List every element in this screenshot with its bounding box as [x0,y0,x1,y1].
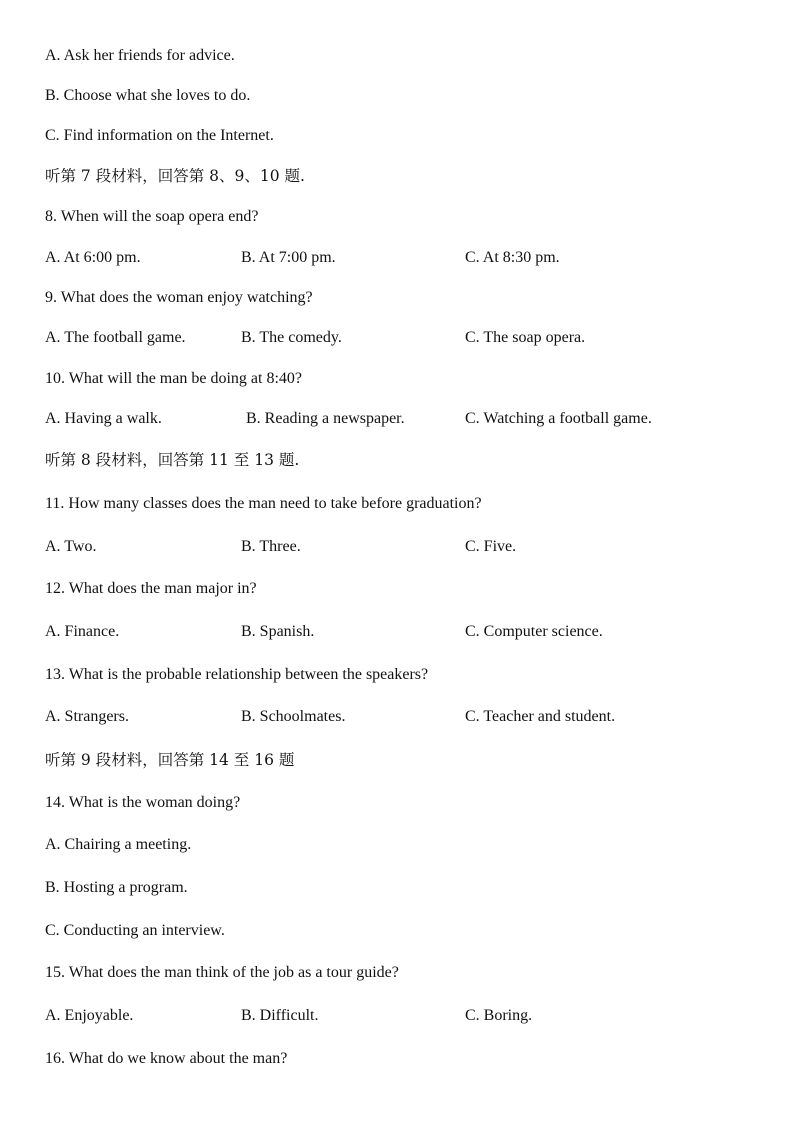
question-15: 15. What does the man think of the job as a tour guide? [45,964,399,981]
section-9-heading: 听第 9 段材料，回答第 14 至 16 题 [45,751,295,769]
question-13-option-a: A. Strangers. [45,708,129,725]
question-14-option-c: C. Conducting an interview. [45,922,225,939]
question-9-option-c: C. The soap opera. [465,329,586,346]
question-14-option-b: B. Hosting a program. [45,879,188,896]
question-11: 11. How many classes does the man need to take before graduation? [45,495,482,512]
question-13-option-b: B. Schoolmates. [241,708,346,725]
question-9-option-b: B. The comedy. [241,329,342,346]
question-15-option-c: C. Boring. [465,1007,533,1024]
question-14: 14. What is the woman doing? [45,794,241,811]
question-15-option-a: A. Enjoyable. [45,1007,134,1024]
question-10: 10. What will the man be doing at 8:40? [45,370,302,387]
question-10-option-c: C. Watching a football game. [465,410,652,427]
section-8-heading: 听第 8 段材料，回答第 11 至 13 题. [45,451,300,469]
question-10-option-a: A. Having a walk. [45,410,162,427]
question-15-option-b: B. Difficult. [241,1007,319,1024]
question-8-option-b: B. At 7:00 pm. [241,249,336,266]
question-7-option-b: B. Choose what she loves to do. [45,87,251,104]
question-9: 9. What does the woman enjoy watching? [45,289,313,306]
question-12-option-a: A. Finance. [45,623,120,640]
question-13: 13. What is the probable relationship between the speakers? [45,666,429,683]
question-10-option-b: B. Reading a newspaper. [246,410,405,427]
question-8-option-a: A. At 6:00 pm. [45,249,141,266]
question-7-option-a: A. Ask her friends for advice. [45,47,235,64]
section-7-heading: 听第 7 段材料，回答第 8、9、10 题. [45,167,305,185]
question-7-option-c: C. Find information on the Internet. [45,127,274,144]
question-16: 16. What do we know about the man? [45,1050,288,1067]
question-8: 8. When will the soap opera end? [45,208,259,225]
question-12: 12. What does the man major in? [45,580,257,597]
question-12-option-c: C. Computer science. [465,623,603,640]
question-11-option-b: B. Three. [241,538,301,555]
question-11-option-c: C. Five. [465,538,517,555]
question-8-option-c: C. At 8:30 pm. [465,249,560,266]
question-12-option-b: B. Spanish. [241,623,315,640]
question-9-option-a: A. The football game. [45,329,186,346]
question-14-option-a: A. Chairing a meeting. [45,836,192,853]
question-13-option-c: C. Teacher and student. [465,708,616,725]
question-11-option-a: A. Two. [45,538,97,555]
